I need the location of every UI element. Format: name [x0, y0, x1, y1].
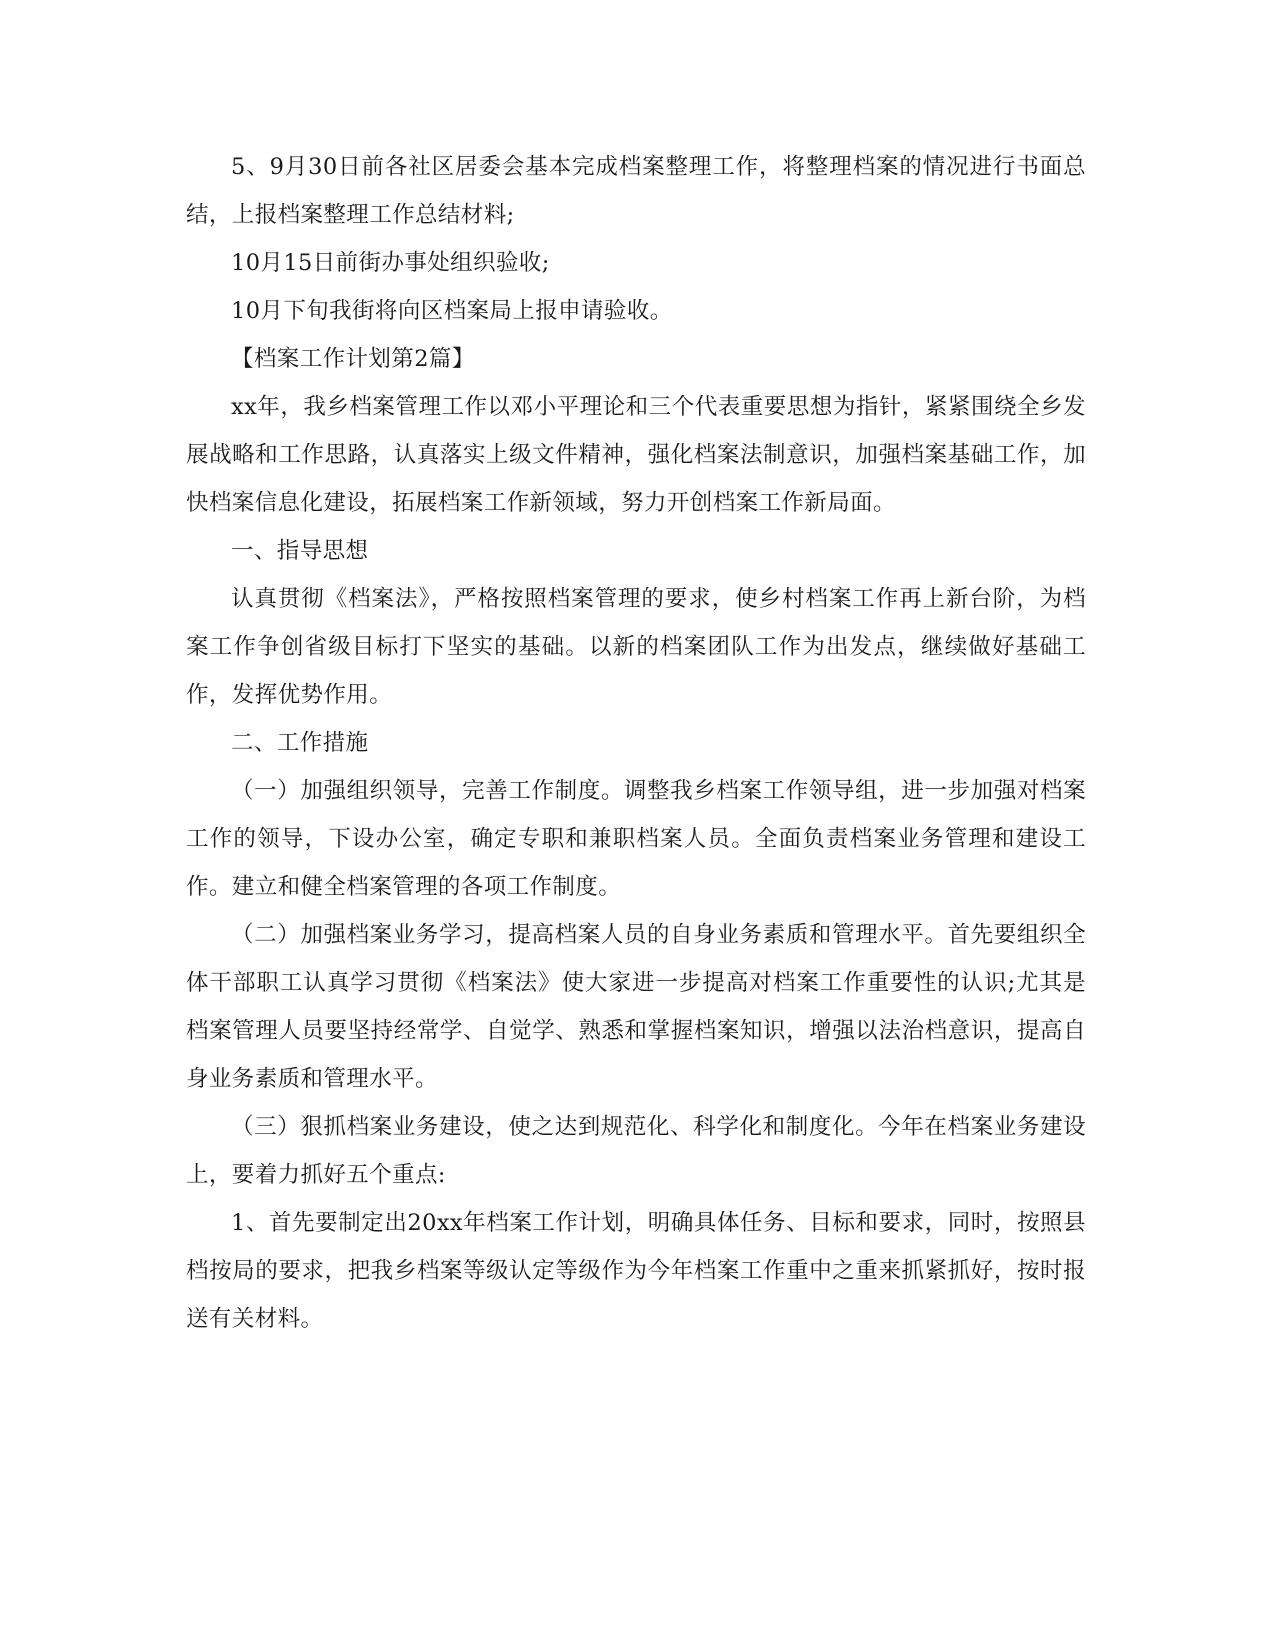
paragraph-point-1: 1、首先要制定出20xx年档案工作计划，明确具体任务、目标和要求，同时，按照县档按局的要求，把我乡档案等级认定等级作为今年档案工作重中之重来抓紧抓好，按时报送有关材料。 — [186, 1210, 1086, 1332]
paragraph-measure-3: （三）狠抓档案业务建设，使之达到规范化、科学化和制度化。今年在档案业务建设上，要着力抓好五个重点: — [186, 1114, 1086, 1188]
paragraph-acceptance-late-oct: 10月下旬我街将向区档案局上报申请验收。 — [231, 298, 673, 324]
paragraph-measure-2: （二）加强档案业务学习，提高档案人员的自身业务素质和管理水平。首先要组织全体干部职工认真学习贯彻《档案法》使大家进一步提高对档案工作重要性的认识;尤其是档案管理人员要坚持经常学、自觉学、熟悉和掌握档案知识，增强以法治档意识，提高自身业务素质和管理水平。 — [186, 922, 1086, 1092]
heading-guiding-thought: 一、指导思想 — [231, 538, 369, 564]
paragraph-item-5-summary: 5、9月30日前各社区居委会基本完成档案整理工作，将整理档案的情况进行书面总结，上报档案整理工作总结材料; — [186, 154, 1086, 228]
paragraph-guiding-thought: 认真贯彻《档案法》，严格按照档案管理的要求，使乡村档案工作再上新台阶，为档案工作争创省级目标打下坚实的基础。以新的档案团队工作为出发点，继续做好基础工作，发挥优势作用。 — [186, 586, 1086, 708]
paragraph-acceptance-oct15: 10月15日前街办事处组织验收; — [231, 250, 550, 276]
paragraph-intro: xx年，我乡档案管理工作以邓小平理论和三个代表重要思想为指针，紧紧围绕全乡发展战略和工作思路，认真落实上级文件精神，强化档案法制意识，加强档案基础工作，加快档案信息化建设，拓展档案工作新领域，努力开创档案工作新局面。 — [186, 394, 1086, 516]
paragraph-measure-1: （一）加强组织领导，完善工作制度。调整我乡档案工作领导组，进一步加强对档案工作的领导，下设办公室，确定专职和兼职档案人员。全面负责档案业务管理和建设工作。建立和健全档案管理的各项工作制度。 — [186, 778, 1086, 900]
section-title-plan-2: 【档案工作计划第2篇】 — [231, 346, 475, 372]
heading-work-measures: 二、工作措施 — [231, 730, 369, 756]
document-body — [186, 143, 1086, 1343]
